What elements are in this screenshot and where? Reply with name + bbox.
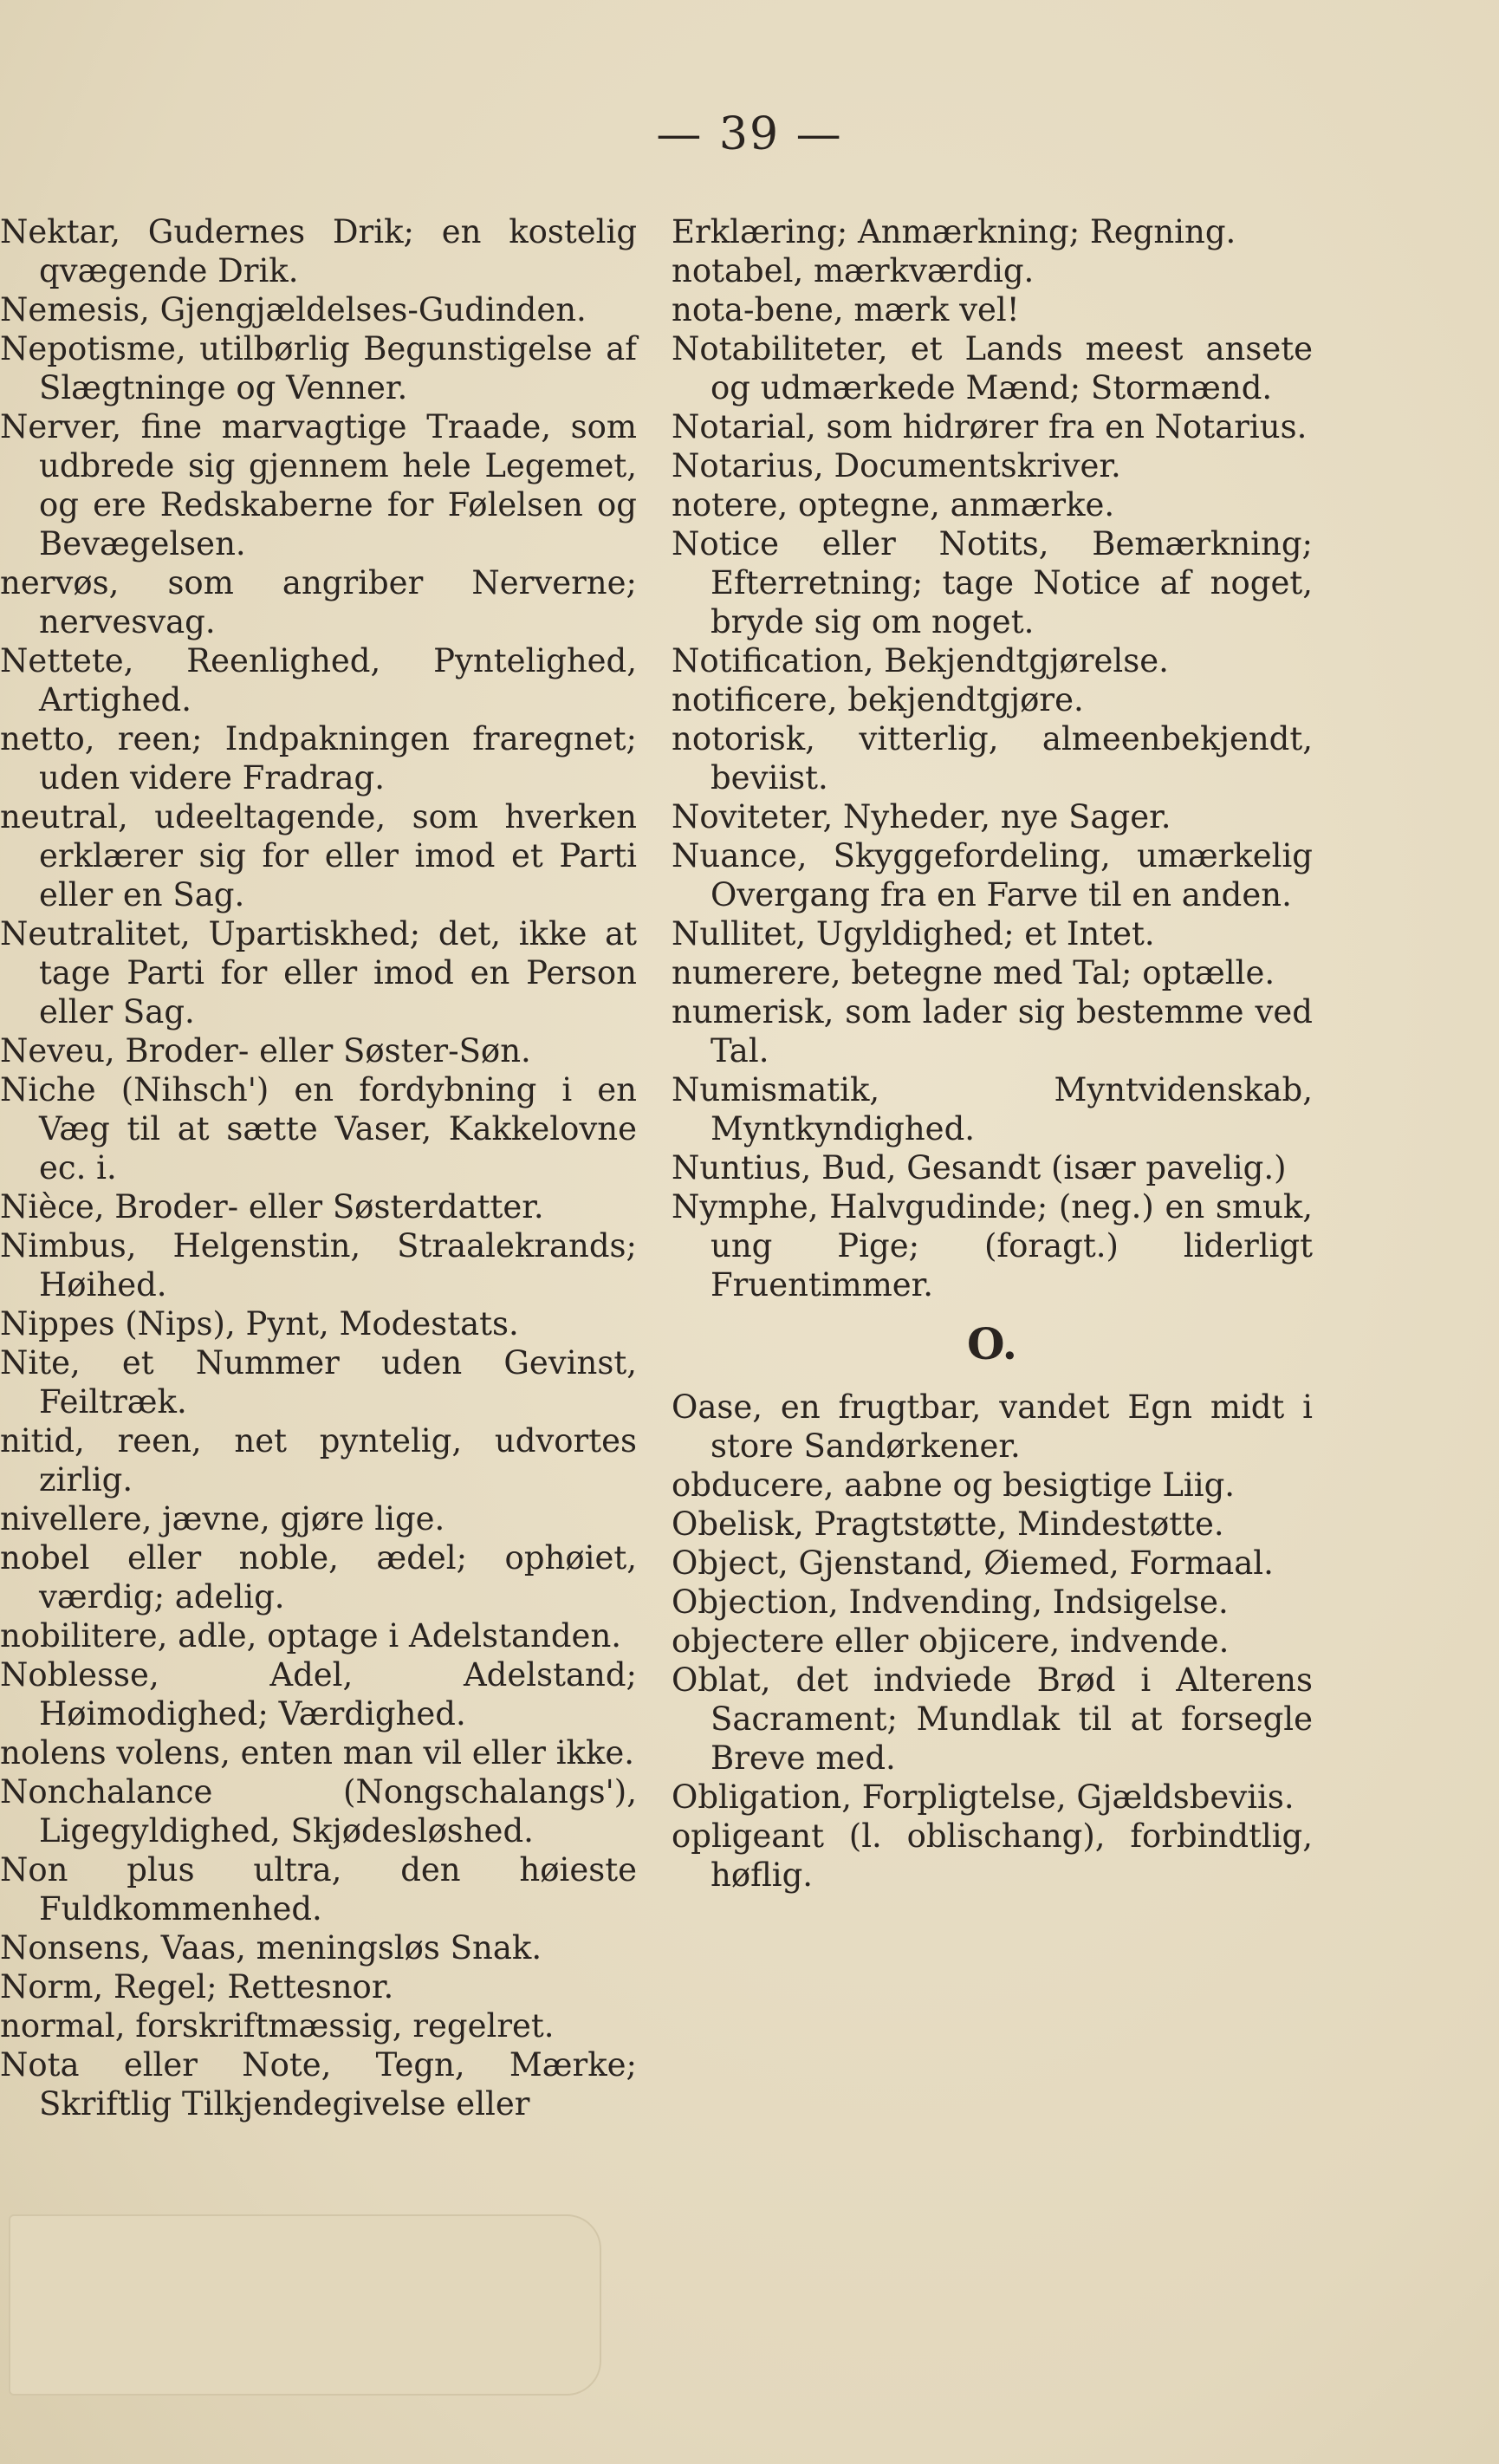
dictionary-entry: Object, Gjenstand, Øiemed, Formaal. <box>672 1544 1274 1582</box>
dictionary-entry: Nonchalance (Nongschalangs'), Ligegyldighed, Skjødesløshed. <box>0 1773 637 1850</box>
dictionary-entry: nervøs, som angriber Nerverne; nervesvag. <box>0 564 637 640</box>
dictionary-entry: Nemesis, Gjengjældelses-Gudinden. <box>0 291 587 328</box>
dictionary-entry: objectere eller objicere, indvende. <box>672 1622 1230 1660</box>
dictionary-entry: Nite, et Nummer uden Gevinst, Feiltræk. <box>0 1344 637 1421</box>
dictionary-entry: Noviteter, Nyheder, nye Sager. <box>672 798 1171 835</box>
left-column <box>0 212 637 2123</box>
dictionary-entry: obducere, aabne og besigtige Liig. <box>672 1466 1236 1504</box>
dictionary-entry: normal, forskriftmæssig, regelret. <box>0 2007 555 2045</box>
dictionary-entry: notorisk, vitterlig, almeenbekjendt, beviist. <box>672 720 1313 796</box>
dictionary-entry: Obelisk, Pragtstøtte, Mindestøtte. <box>672 1505 1224 1543</box>
dictionary-entry: Nonsens, Vaas, meningsløs Snak. <box>0 1929 542 1967</box>
dictionary-entry: Neveu, Broder- eller Søster-Søn. <box>0 1032 531 1069</box>
letter-heading: O. <box>966 1318 1018 1369</box>
dictionary-entry: Notice eller Notits, Bemærkning; Efterretning; tage Notice af noget, bryde sig om noget. <box>672 525 1313 640</box>
dictionary-entry: Non plus ultra, den høieste Fuldkommenhed. <box>0 1851 637 1928</box>
dictionary-entry: Numismatik, Myntvidenskab, Myntkyndighed. <box>672 1071 1313 1147</box>
dictionary-entry: netto, reen; Indpakningen fraregnet; uden videre Fradrag. <box>0 720 637 796</box>
dictionary-entry: Nymphe, Halvgudinde; (neg.) en smuk, ung Pige; (foragt.) liderligt Fruentimmer. <box>672 1188 1313 1304</box>
dictionary-entry: nolens volens, enten man vil eller ikke. <box>0 1734 635 1772</box>
dictionary-entry: neutral, udeeltagende, som hverken erklærer sig for eller imod et Parti eller en Sag. <box>0 798 637 913</box>
dictionary-entry: opligeant (l. oblischang), forbindtlig, høflig. <box>672 1817 1313 1894</box>
dictionary-entry: Oase, en frugtbar, vandet Egn midt i store Sandørkener. <box>672 1388 1313 1465</box>
dictionary-entry: Nerver, fine marvagtige Traade, som udbrede sig gjennem hele Legemet, og ere Redskaberne for Følelsen og Bevægelsen. <box>0 408 637 562</box>
dictionary-entry: notere, optegne, anmærke. <box>672 486 1115 523</box>
dictionary-entry: nota-bene, mærk vel! <box>672 291 1020 328</box>
dictionary-entry: Nettete, Reenlighed, Pyntelighed, Artighed. <box>0 642 637 718</box>
dictionary-entry: Norm, Regel; Rettesnor. <box>0 1968 394 2006</box>
dictionary-entry: Nuntius, Bud, Gesandt (især pavelig.) <box>672 1149 1287 1186</box>
dictionary-entry: numerisk, som lader sig bestemme ved Tal. <box>672 993 1313 1069</box>
paper-stain <box>9 2214 601 2396</box>
dictionary-entry: notificere, bekjendtgjøre. <box>672 681 1084 718</box>
dictionary-entry: nitid, reen, net pyntelig, udvortes zirlig. <box>0 1422 637 1499</box>
dictionary-entry: nivellere, jævne, gjøre lige. <box>0 1500 445 1538</box>
dictionary-entry: Notarial, som hidrører fra en Notarius. <box>672 408 1308 445</box>
dictionary-entry: nobilitere, adle, optage i Adelstanden. <box>0 1617 622 1655</box>
entries-n-continued <box>672 212 1313 1304</box>
dictionary-entry: Notarius, Documentskriver. <box>672 447 1121 484</box>
dictionary-entry: Obligation, Forpligtelse, Gjældsbeviis. <box>672 1778 1295 1816</box>
dictionary-entry: Niche (Nihsch') en fordybning i en Væg til at sætte Vaser, Kakkelovne ec. i. <box>0 1071 637 1186</box>
dictionary-entry: Nota eller Note, Tegn, Mærke; Skriftlig Tilkjendegivelse eller <box>0 2046 637 2123</box>
dictionary-entry: Nippes (Nips), Pynt, Modestats. <box>0 1305 519 1343</box>
dictionary-entry: Nepotisme, utilbørlig Begunstigelse af Slægtninge og Venner. <box>0 330 637 406</box>
dictionary-entry: Nimbus, Helgenstin, Straalekrands; Høihed. <box>0 1227 637 1304</box>
dictionary-entry: Notabiliteter, et Lands meest ansete og udmærkede Mænd; Stormænd. <box>672 330 1313 406</box>
dictionary-entry: Noblesse, Adel, Adelstand; Høimodighed; Værdighed. <box>0 1656 637 1733</box>
dictionary-entry: notabel, mærkværdig. <box>672 252 1035 289</box>
dictionary-entry: Oblat, det indviede Brød i Alterens Sacrament; Mundlak til at forsegle Breve med. <box>672 1661 1313 1777</box>
dictionary-entry: Neutralitet, Upartiskhed; det, ikke at tage Parti for eller imod en Person eller Sag. <box>0 915 637 1030</box>
dictionary-entry: Nullitet, Ugyldighed; et Intet. <box>672 915 1155 952</box>
page-number: — 39 — <box>656 108 843 160</box>
dictionary-entry: nobel eller noble, ædel; ophøiet, værdig; adelig. <box>0 1539 637 1616</box>
dictionary-entry: Notification, Bekjendtgjørelse. <box>672 642 1169 679</box>
dictionary-entry: Objection, Indvending, Indsigelse. <box>672 1583 1229 1621</box>
dictionary-entry: Erklæring; Anmærkning; Regning. <box>672 213 1236 250</box>
dictionary-entry: numerere, betegne med Tal; optælle. <box>672 954 1275 991</box>
right-column <box>672 212 1313 1895</box>
dictionary-entry: Nièce, Broder- eller Søsterdatter. <box>0 1188 544 1225</box>
entries-o <box>672 1388 1313 1895</box>
dictionary-entry: Nuance, Skyggefordeling, umærkelig Overgang fra en Farve til en anden. <box>672 837 1313 913</box>
dictionary-entry: Nektar, Gudernes Drik; en kostelig qvægende Drik. <box>0 213 637 289</box>
